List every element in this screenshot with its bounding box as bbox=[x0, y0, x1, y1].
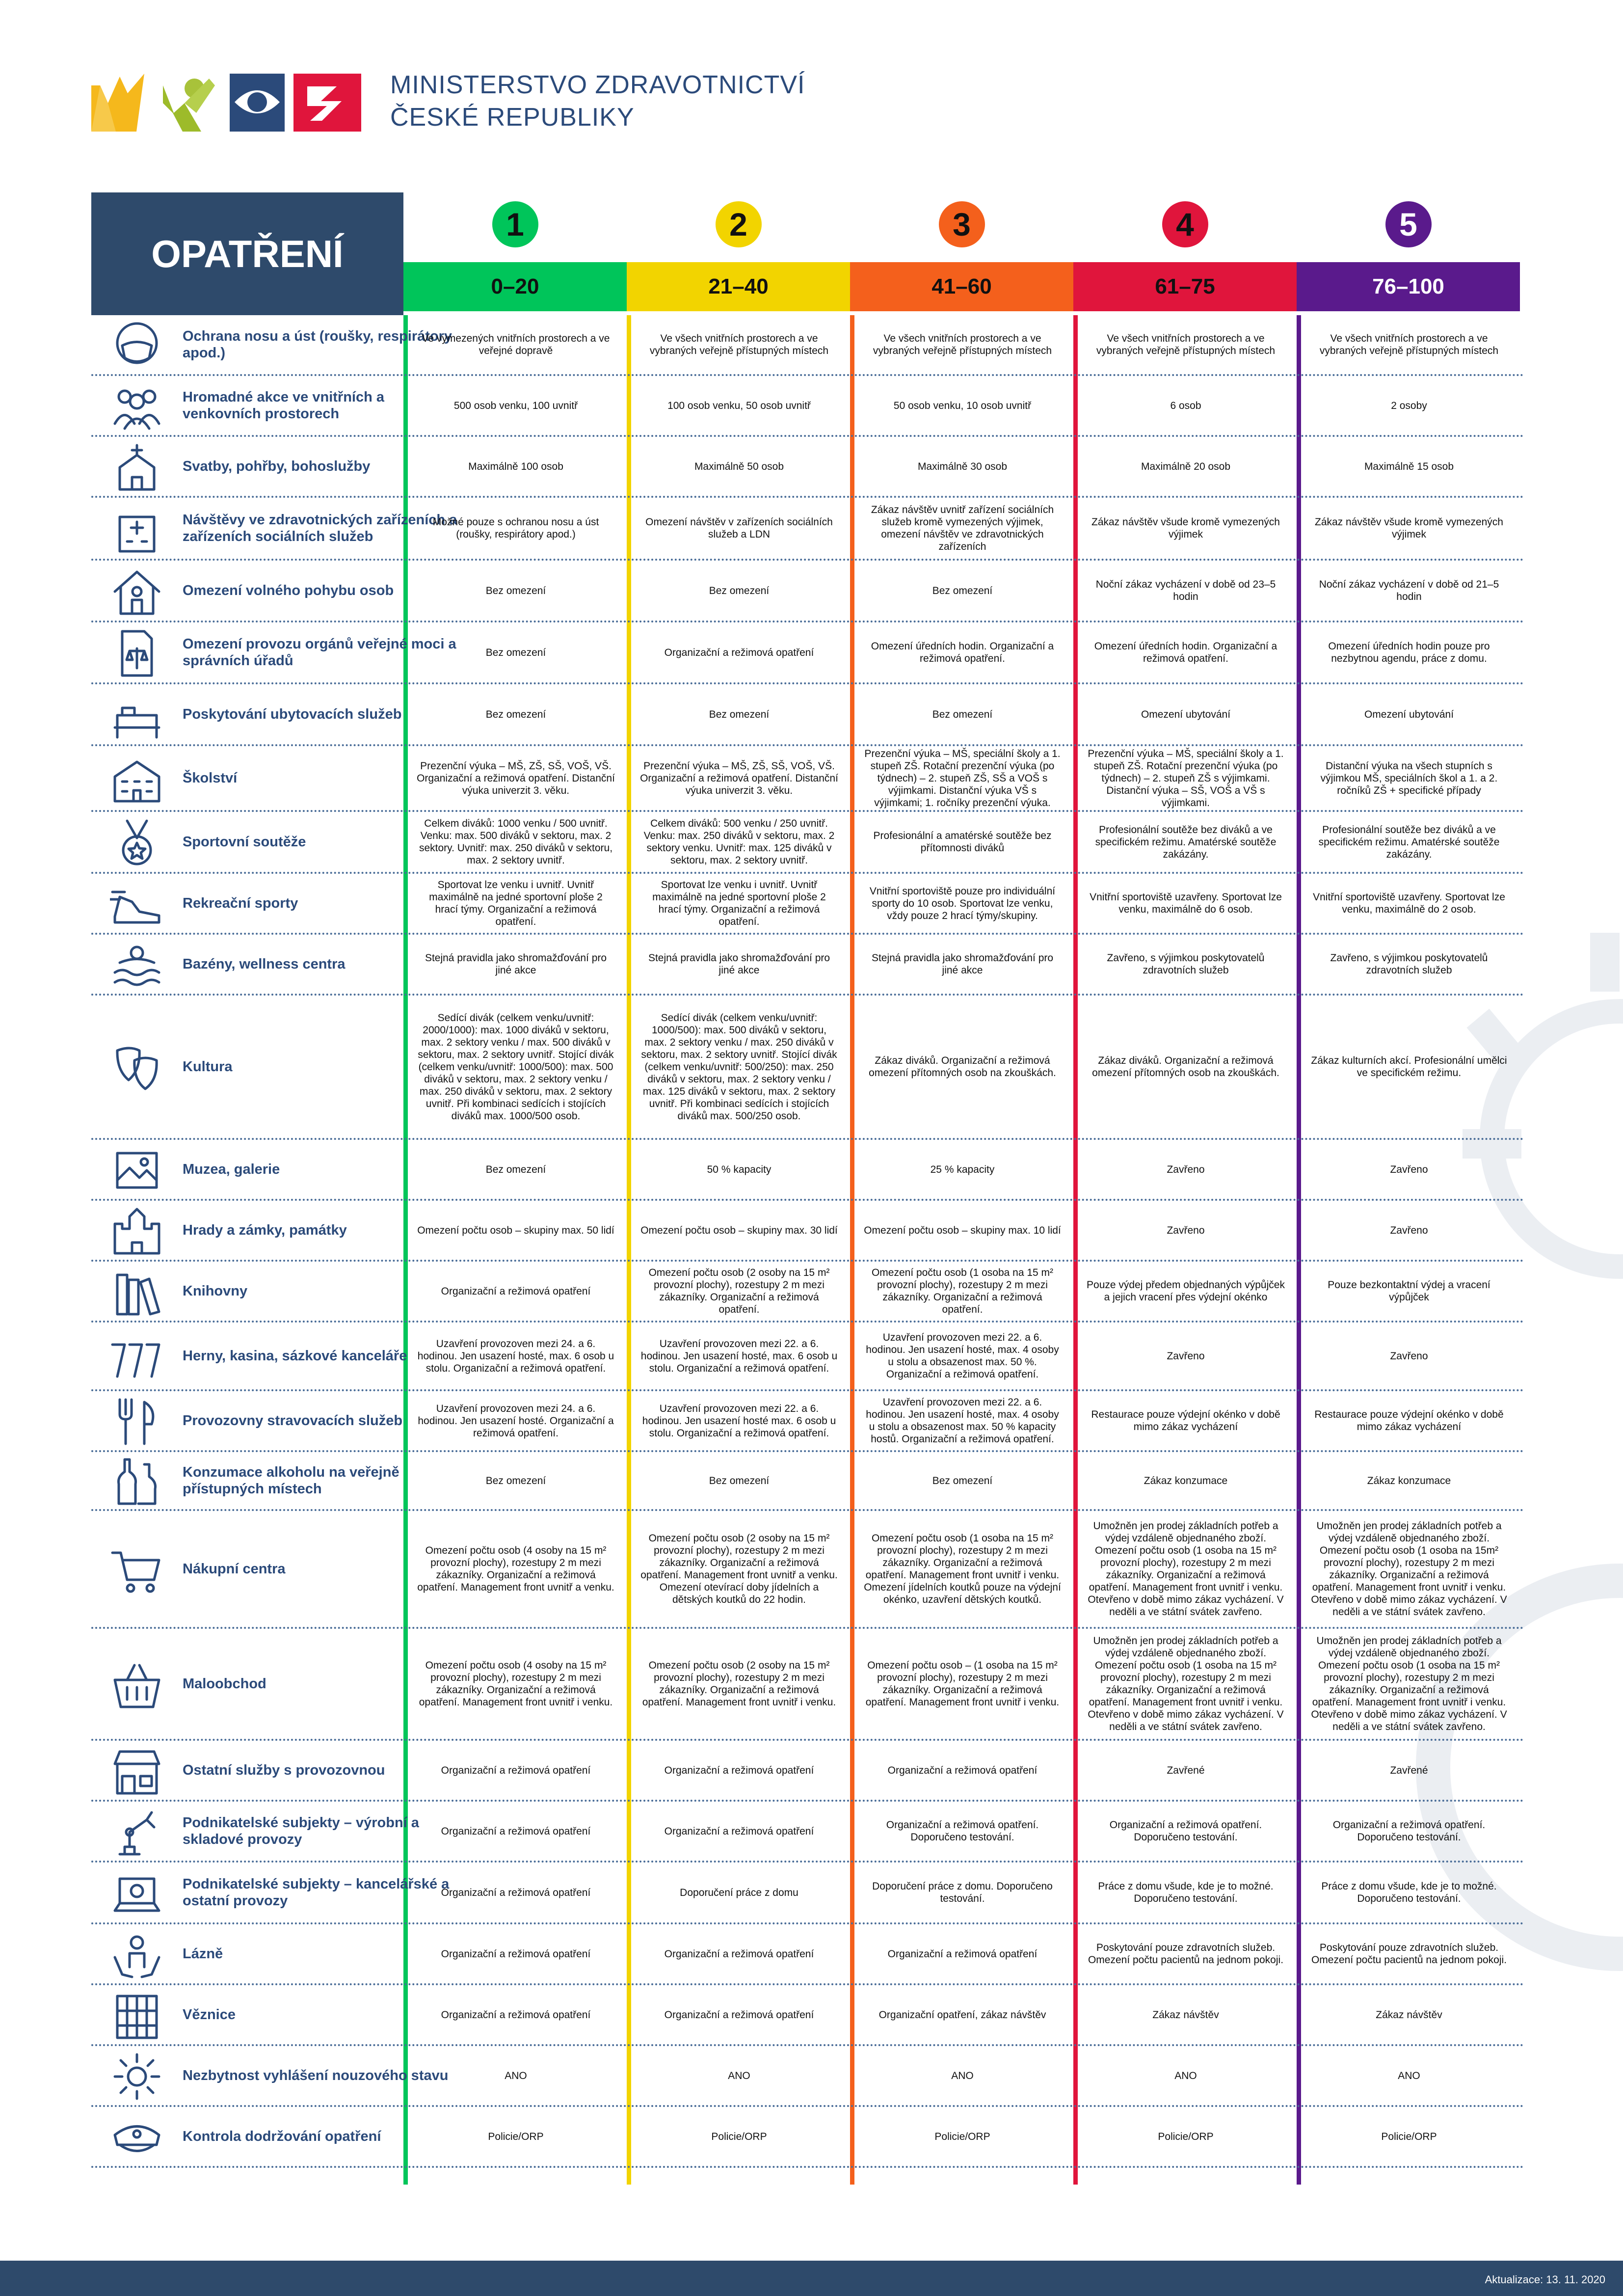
level-2-cell: 50 % kapacity bbox=[707, 1163, 772, 1175]
level-2-cell: 100 osob venku, 50 osob uvnitř bbox=[667, 400, 811, 411]
level-4-cell: Noční zákaz vycházení v době od 23–5 hodin bbox=[1095, 579, 1276, 602]
level-number-badge: 3 bbox=[939, 201, 985, 247]
measure-label: Podnikatelské subjekty – výrobní a skladové provozy bbox=[183, 1815, 419, 1847]
level-3-cell: Organizační opatření, zákaz návštěv bbox=[878, 2009, 1046, 2021]
level-2-cell: Bez omezení bbox=[709, 708, 770, 720]
level-4-cell: Restaurace pouze výdejní okénko v době mimo zákaz vycházení bbox=[1091, 1409, 1280, 1432]
level-2-cell: Prezenční výuka – MŠ, ZŠ, SŠ, VOŠ, VŠ. Organizační a režimová opatření. Distanční výuka univerzit 3. věku. bbox=[640, 760, 838, 796]
table-row bbox=[91, 746, 1524, 812]
level-1-cell: Uzavření provozoven mezi 24. a 6. hodinou. Jen usazení hosté. Organizační a režimová opatření. bbox=[418, 1403, 614, 1439]
table-row bbox=[91, 1629, 1524, 1741]
level-2-cell: Bez omezení bbox=[709, 585, 770, 596]
level-2-cell: Omezení návštěv v zařízeních sociálních služeb a LDN bbox=[645, 516, 833, 540]
table-row bbox=[91, 1741, 1524, 1802]
level-3-cell: Omezení počtu osob – skupiny max. 10 lidí bbox=[864, 1224, 1061, 1236]
level-3-cell: Uzavření provozoven mezi 22. a 6. hodinou. Jen usazení hosté, max. 4 osoby u stolu a obsazenost max. 50 % kapacity hostů. Organizační a režimová opatření. bbox=[866, 1397, 1059, 1445]
level-2-cell: Maximálně 50 osob bbox=[694, 460, 784, 472]
measure-label: Lázně bbox=[183, 1946, 223, 1962]
level-3-cell: Maximálně 30 osob bbox=[917, 460, 1008, 472]
level-5-cell: ANO bbox=[1398, 2070, 1420, 2081]
level-3-cell: Bez omezení bbox=[932, 1475, 993, 1486]
level-3-cell: Bez omezení bbox=[932, 585, 993, 596]
measure-label: Maloobchod bbox=[183, 1676, 266, 1692]
level-3-cell: Organizační a režimová opatření bbox=[887, 1948, 1038, 1960]
storefront-icon bbox=[110, 1744, 164, 1798]
measure-label: Omezení provozu orgánů veřejné moci a správních úřadů bbox=[183, 636, 456, 669]
prison-bars-icon bbox=[110, 1989, 164, 2043]
level-2-cell: Uzavření provozoven mezi 22. a 6. hodinou. Jen usazení hosté, max. 6 osob u stolu. Organizační a režimová opatření. bbox=[640, 1338, 838, 1374]
measure-label: Ostatní služby s provozovnou bbox=[183, 1762, 385, 1778]
level-5-cell: Organizační a režimová opatření. Doporučeno testování. bbox=[1332, 1819, 1486, 1843]
justice-document-icon bbox=[110, 626, 164, 680]
level-1-cell: Bez omezení bbox=[485, 1163, 546, 1175]
measure-label: Podnikatelské subjekty – kancelářské a ostatní provozy bbox=[183, 1876, 450, 1909]
measure-label: Herny, kasina, sázkové kanceláře bbox=[183, 1348, 407, 1364]
level-4-cell: Ve všech vnitřních prostorech a ve vybraných veřejně přístupných místech bbox=[1096, 333, 1276, 356]
table-row bbox=[91, 1262, 1524, 1323]
level-5-cell: Zavřeno bbox=[1390, 1350, 1428, 1362]
level-5-cell: Distanční výuka na všech stupních s výjimkou MŠ, speciálních škol a 1. a 2. ročníků ZŠ + specifické případy bbox=[1320, 760, 1498, 796]
measure-label: Konzumace alkoholu na veřejně přístupných místech bbox=[183, 1464, 399, 1497]
level-5-cell: Omezení ubytování bbox=[1364, 708, 1454, 720]
level-2-cell: Stejná pravidla jako shromažďování pro jiné akce bbox=[648, 952, 830, 976]
level-4-cell: Zavřeno, s výjimkou poskytovatelů zdravotních služeb bbox=[1107, 952, 1265, 976]
level-5-cell: Zákaz kulturních akcí. Profesionální umělci ve specifickém režimu. bbox=[1311, 1055, 1507, 1079]
level-5-cell: Maximálně 15 osob bbox=[1364, 460, 1454, 472]
level-2-cell: Celkem diváků: 500 venku / 250 uvnitř. Venku: max. 250 diváků v sektoru, max. 2 sektory venku. Uvnitř: max. 125 diváků v sektoru, max. 2 sektory uvnitř. bbox=[643, 818, 835, 866]
table-row bbox=[91, 498, 1524, 561]
level-3-cell: ANO bbox=[951, 2070, 974, 2081]
table-row bbox=[91, 376, 1524, 437]
level-2-cell: Bez omezení bbox=[709, 1475, 770, 1486]
level-2-cell: ANO bbox=[728, 2070, 750, 2081]
level-2-cell: Sportovat lze venku i uvnitř. Uvnitř maximálně na jedné sportovní ploše 2 hrací týmy. Organizační a režimová opatření. bbox=[652, 879, 826, 927]
measure-label: Knihovny bbox=[183, 1283, 248, 1299]
level-4-cell: Zavřené bbox=[1167, 1764, 1205, 1776]
level-3-cell: Bez omezení bbox=[932, 708, 993, 720]
running-shoe-icon bbox=[110, 877, 164, 931]
emergency-alert-icon bbox=[110, 2050, 164, 2104]
measure-label: Bazény, wellness centra bbox=[183, 956, 346, 972]
measure-label: Svatby, pohřby, bohoslužby bbox=[183, 459, 371, 474]
crowd-icon bbox=[110, 379, 164, 433]
measure-label: Školství bbox=[183, 770, 238, 786]
level-5-cell: Vnitřní sportoviště uzavřeny. Sportovat lze venku, maximálně do 2 osob. bbox=[1313, 891, 1505, 915]
table-row bbox=[91, 2046, 1524, 2107]
level-score-range: 61–75 bbox=[1073, 262, 1297, 311]
church-icon bbox=[110, 440, 164, 494]
level-3-cell: 25 % kapacity bbox=[930, 1163, 995, 1175]
level-4-cell: Profesionální soutěže bez diváků a ve specifickém režimu. Amatérské soutěže zakázány. bbox=[1095, 824, 1277, 860]
level-4-cell: Umožněn jen prodej základních potřeb a výdej vzdáleně objednaného zboží. Omezení počtu osob (1 osoba na 15 m² provozní plochy), rozestupy 2 m mezi zákazníky. Organizační a režimová opatření. Management front uvnitř i venku. Otevřeno v době mimo zákaz vycházení. V neděli a ve státní svátek zavřeno. bbox=[1088, 1635, 1284, 1732]
level-3-cell: Prezenční výuka – MŠ, speciální školy a 1. stupeň ZŠ. Rotační prezenční výuka (po týdnech) – 2. stupeň ZŠ, SŠ a VOŠ s výjimkami. Distanční výuka VŠ s výjimkami; 1. ročníky prezenční výuka. bbox=[864, 748, 1061, 809]
robot-arm-icon bbox=[110, 1805, 164, 1859]
level-1-cell: Celkem diváků: 1000 venku / 500 uvnitř. Venku: max. 500 diváků v sektoru, max. 2 sektory. Uvnitř: max. 250 diváků v sektoru, max. 2 sektory uvnitř. bbox=[419, 818, 613, 866]
level-5-cell: 2 osoby bbox=[1391, 400, 1427, 411]
ministry-name-line1: MINISTERSTVO ZDRAVOTNICTVÍ bbox=[390, 71, 805, 99]
measure-label: Věznice bbox=[183, 2007, 236, 2023]
alert-level-1 bbox=[403, 192, 627, 315]
table-row bbox=[91, 315, 1524, 376]
level-1-cell: Organizační a režimová opatření bbox=[441, 1948, 591, 1960]
level-1-cell: Organizační a režimová opatření bbox=[441, 1285, 591, 1297]
level-3-cell: Stejná pravidla jako shromažďování pro jiné akce bbox=[871, 952, 1054, 976]
level-5-cell: Zavřené bbox=[1390, 1764, 1428, 1776]
bed-icon bbox=[110, 688, 164, 742]
level-1-cell: Maximálně 100 osob bbox=[468, 460, 563, 472]
level-1-cell: Prezenční výuka – MŠ, ZŠ, SŠ, VOŠ, VŠ. Organizační a režimová opatření. Distanční výuka univerzit 3. věku. bbox=[417, 760, 615, 796]
level-3-cell: Uzavření provozoven mezi 22. a 6. hodinou. Jen usazení hosté, max. 4 osoby u stolu a obsazenost max. 50 %. Organizační a režimová opatření. bbox=[866, 1332, 1059, 1380]
alert-level-2 bbox=[627, 192, 850, 315]
level-3-cell: Omezení počtu osob (1 osoba na 15 m² provozní plochy), rozestupy 2 m mezi zákazníky. Organizační a režimová opatření. Management front uvnitř i venku. Omezení jídelních koutků pouze na výdejní okénko, uzavření dětských koutků. bbox=[864, 1533, 1061, 1605]
table-row bbox=[91, 935, 1524, 996]
level-1-cell: Omezení počtu osob – skupiny max. 50 lidí bbox=[417, 1224, 614, 1236]
level-1-cell: Policie/ORP bbox=[488, 2131, 544, 2142]
level-5-cell: Zákaz návštěv bbox=[1376, 2009, 1442, 2021]
level-1-cell: Stejná pravidla jako shromažďování pro jiné akce bbox=[425, 952, 607, 976]
level-score-range: 76–100 bbox=[1297, 262, 1520, 311]
face-mask-icon bbox=[110, 319, 164, 373]
table-row bbox=[91, 684, 1524, 746]
shopping-basket-icon bbox=[110, 1658, 164, 1712]
table-row bbox=[91, 1140, 1524, 1201]
measure-label: Nákupní centra bbox=[183, 1561, 286, 1577]
level-4-cell: Policie/ORP bbox=[1158, 2131, 1214, 2142]
level-4-cell: Zavřeno bbox=[1167, 1350, 1205, 1362]
level-5-cell: Restaurace pouze výdejní okénko v době mimo zákaz vycházení bbox=[1314, 1409, 1504, 1432]
level-1-cell: 500 osob venku, 100 uvnitř bbox=[453, 400, 578, 411]
table-row bbox=[91, 1391, 1524, 1452]
level-1-cell: Ve vymezených vnitřních prostorech a ve veřejné dopravě bbox=[422, 333, 610, 356]
level-1-cell: Bez omezení bbox=[485, 708, 546, 720]
level-4-cell: Zákaz návštěv bbox=[1152, 2009, 1219, 2021]
shopping-cart-icon bbox=[110, 1543, 164, 1597]
police-cap-icon bbox=[110, 2110, 164, 2164]
level-5-cell: Zavřeno bbox=[1390, 1163, 1428, 1175]
level-3-cell: Ve všech vnitřních prostorech a ve vybraných veřejně přístupných místech bbox=[873, 333, 1052, 356]
table-row bbox=[91, 874, 1524, 935]
table-row bbox=[91, 812, 1524, 874]
level-2-cell: Organizační a režimová opatření bbox=[664, 1948, 814, 1960]
level-5-cell: Zákaz konzumace bbox=[1367, 1475, 1451, 1486]
level-score-range: 0–20 bbox=[403, 262, 627, 311]
bottles-icon bbox=[110, 1455, 164, 1509]
table-row bbox=[91, 1452, 1524, 1511]
level-1-cell: ANO bbox=[505, 2070, 527, 2081]
level-2-cell: Ve všech vnitřních prostorech a ve vybraných veřejně přístupných místech bbox=[649, 333, 829, 356]
level-4-cell: Organizační a režimová opatření. Doporučeno testování. bbox=[1109, 1819, 1262, 1843]
measure-label: Kontrola dodržování opatření bbox=[183, 2129, 381, 2144]
measure-label: Sportovní soutěže bbox=[183, 834, 306, 850]
level-4-cell: Zavřeno bbox=[1167, 1224, 1205, 1236]
level-5-cell: Práce z domu všude, kde je to možné. Doporučeno testování. bbox=[1321, 1881, 1497, 1904]
level-number-badge: 4 bbox=[1162, 201, 1208, 247]
alert-level-5 bbox=[1297, 192, 1520, 315]
level-2-cell: Organizační a režimová opatření bbox=[664, 647, 814, 658]
level-1-cell: Sedící divák (celkem venku/uvnitř: 2000/1000): max. 1000 diváků v sektoru, max. 2 sektory venku / max. 500 diváků v sektoru, max. 2 sektory uvnitř. Stojící divák (celkem venku/uvnitř: 1000/500): max. 500 diváků v sektoru, max. 2 sektory venku / max. 250 diváků v sektoru, max. 2 sektory uvnitř. Při kombinaci sedících i stojících diváků max. 1000/500 osob. bbox=[418, 1012, 614, 1122]
table-row bbox=[91, 1201, 1524, 1262]
medal-icon bbox=[110, 816, 164, 870]
level-4-cell: Umožněn jen prodej základních potřeb a výdej vzdáleně objednaného zboží. Omezení počtu osob (1 osoba na 15 m² provozní plochy), rozestupy 2 m mezi zákazníky. Organizační a režimová opatření. Management front uvnitř i venku. Otevřeno v době mimo zákaz vycházení. V neděli a ve státní svátek zavřeno. bbox=[1088, 1520, 1284, 1618]
level-5-cell: Umožněn jen prodej základních potřeb a výdej vzdáleně objednaného zboží. Omezení počtu osob (1 osoba na 15m² provozní plochy), rozestupy 2 m mezi zákazníky. Organizační a režimová opatření. Management front uvnitř i venku. Otevřeno v době mimo zákaz vycházení. V neděli a ve státní svátek zavřeno. bbox=[1311, 1520, 1507, 1618]
level-4-cell: Zavřeno bbox=[1167, 1163, 1205, 1175]
measure-label: Ochrana nosu a úst (roušky, respirátory apod.) bbox=[183, 328, 452, 361]
level-4-cell: Pouze výdej předem objednaných výpůjček a jejich vracení přes výdejní okénko bbox=[1087, 1279, 1285, 1303]
level-5-cell: Zavřeno bbox=[1390, 1224, 1428, 1236]
level-1-cell: Uzavření provozoven mezi 24. a 6. hodinou. Jen usazení hosté, max. 6 osob u stolu. Organizační a režimová opatření. bbox=[417, 1338, 614, 1374]
level-5-cell: Zákaz návštěv všude kromě vymezených výjimek bbox=[1315, 516, 1503, 540]
level-number-badge: 5 bbox=[1385, 201, 1432, 247]
ministry-name-line2: ČESKÉ REPUBLIKY bbox=[390, 103, 635, 132]
hands-person-icon bbox=[110, 1928, 164, 1982]
level-1-cell: Bez omezení bbox=[485, 647, 546, 658]
level-3-cell: Vnitřní sportoviště pouze pro individuální sporty do 10 osob. Sportovat lze venku, vždy pouze 2 hrací týmy/skupiny. bbox=[869, 885, 1056, 921]
table-row bbox=[91, 1863, 1524, 1924]
level-2-cell: Omezení počtu osob (2 osoby na 15 m² provozní plochy), rozestupy 2 m mezi zákazníky. Organizační a režimová opatření. Management front uvnitř a venku. Omezení otevírací doby jídelních a dětských koutků do 22 hodin. bbox=[640, 1533, 838, 1605]
person-house-icon bbox=[110, 565, 164, 619]
footer-bar bbox=[0, 2261, 1623, 2296]
level-1-cell: Organizační a režimová opatření bbox=[441, 1764, 591, 1776]
measure-label: Rekreační sporty bbox=[183, 895, 298, 911]
level-3-cell: Omezení počtu osob (1 osoba na 15 m² provozní plochy), rozestupy 2 m mezi zákazníky. Organizační a režimová opatření. bbox=[871, 1267, 1054, 1315]
table-row bbox=[91, 996, 1524, 1140]
level-5-cell: Poskytování pouze zdravotních služeb. Omezení počtu pacientů na jednom pokoji. bbox=[1311, 1942, 1507, 1966]
level-5-cell: Policie/ORP bbox=[1381, 2131, 1437, 2142]
measure-label: Omezení volného pohybu osob bbox=[183, 583, 394, 598]
level-2-cell: Organizační a režimová opatření bbox=[664, 1825, 814, 1837]
table-row bbox=[91, 437, 1524, 498]
level-3-cell: Policie/ORP bbox=[934, 2131, 990, 2142]
level-4-cell: Zákaz návštěv všude kromě vymezených výjimek bbox=[1091, 516, 1280, 540]
level-4-cell: Zákaz diváků. Organizační a režimová omezení přítomných osob na zkouškách. bbox=[1092, 1055, 1279, 1079]
level-3-cell: 50 osob venku, 10 osob uvnitř bbox=[893, 400, 1032, 411]
slot-777-icon bbox=[110, 1330, 164, 1384]
measures-header: OPATŘENÍ bbox=[91, 192, 403, 315]
last-updated: Aktualizace: 13. 11. 2020 bbox=[1485, 2273, 1605, 2286]
level-1-cell: Organizační a režimová opatření bbox=[441, 1825, 591, 1837]
theatre-masks-icon bbox=[110, 1041, 164, 1095]
measure-label: Muzea, galerie bbox=[183, 1162, 280, 1177]
table-row bbox=[91, 1985, 1524, 2046]
ministry-logo bbox=[91, 74, 361, 132]
level-2-cell: Omezení počtu osob – skupiny max. 30 lidí bbox=[640, 1224, 838, 1236]
level-4-cell: Maximálně 20 osob bbox=[1141, 460, 1231, 472]
level-3-cell: Omezení počtu osob – (1 osoba na 15 m² provozní plochy), rozestupy 2 m mezi zákazníky. Organizační a režimová opatření. Management front uvnitř i venku. bbox=[865, 1660, 1060, 1708]
table-row bbox=[91, 1511, 1524, 1629]
level-1-cell: Sportovat lze venku i uvnitř. Uvnitř maximálně na jedné sportovní ploše 2 hrací týmy. Organizační a režimová opatření. bbox=[429, 879, 603, 927]
measure-label: Návštěvy ve zdravotnických zařízeních a zařízeních sociálních služeb bbox=[183, 512, 457, 544]
level-score-range: 21–40 bbox=[627, 262, 850, 311]
level-1-cell: Bez omezení bbox=[485, 585, 546, 596]
level-3-cell: Omezení úředních hodin. Organizační a režimová opatření. bbox=[871, 641, 1054, 664]
level-2-cell: Organizační a režimová opatření bbox=[664, 1764, 814, 1776]
table-row bbox=[91, 1924, 1524, 1985]
level-5-cell: Noční zákaz vycházení v době od 21–5 hodin bbox=[1319, 579, 1499, 602]
table-row bbox=[91, 622, 1524, 684]
level-5-cell: Zavřeno, s výjimkou poskytovatelů zdravotních služeb bbox=[1330, 952, 1488, 976]
books-icon bbox=[110, 1265, 164, 1319]
measure-label: Provozovny stravovacích služeb bbox=[183, 1413, 403, 1429]
level-number-badge: 1 bbox=[492, 201, 538, 247]
castle-icon bbox=[110, 1204, 164, 1258]
level-2-cell: Policie/ORP bbox=[711, 2131, 767, 2142]
level-2-cell: Uzavření provozoven mezi 22. a 6. hodinou. Jen usazení hosté max. 6 osob u stolu. Organizační a režimová opatření. bbox=[642, 1403, 836, 1439]
gallery-icon bbox=[110, 1143, 164, 1197]
table-row bbox=[91, 1802, 1524, 1863]
level-3-cell: Organizační a režimová opatření bbox=[887, 1764, 1038, 1776]
measure-label: Nezbytnost vyhlášení nouzového stavu bbox=[183, 2068, 449, 2083]
level-4-cell: Omezení úředních hodin. Organizační a režimová opatření. bbox=[1094, 641, 1277, 664]
level-3-cell: Organizační a režimová opatření. Doporučeno testování. bbox=[886, 1819, 1039, 1843]
hospital-icon bbox=[110, 502, 164, 556]
fork-knife-icon bbox=[110, 1395, 164, 1449]
level-5-cell: Pouze bezkontaktní výdej a vracení výpůjček bbox=[1328, 1279, 1490, 1303]
school-icon bbox=[110, 752, 164, 806]
level-4-cell: ANO bbox=[1174, 2070, 1197, 2081]
level-4-cell: Práce z domu všude, kde je to možné. Doporučeno testování. bbox=[1098, 1881, 1274, 1904]
level-2-cell: Organizační a režimová opatření bbox=[664, 2009, 814, 2021]
level-2-cell: Doporučení práce z domu bbox=[680, 1887, 798, 1898]
level-1-cell: Organizační a režimová opatření bbox=[441, 2009, 591, 2021]
level-3-cell: Doporučení práce z domu. Doporučeno testování. bbox=[872, 1881, 1053, 1904]
measure-label: Poskytování ubytovacích služeb bbox=[183, 706, 402, 722]
level-2-cell: Omezení počtu osob (2 osoby na 15 m² provozní plochy), rozestupy 2 m mezi zákazníky. Organizační a režimová opatření. Management front uvnitř i venku. bbox=[642, 1660, 836, 1708]
level-5-cell: Profesionální soutěže bez diváků a ve specifickém režimu. Amatérské soutěže zakázány. bbox=[1318, 824, 1500, 860]
level-2-cell: Omezení počtu osob (2 osoby na 15 m² provozní plochy), rozestupy 2 m mezi zákazníky. Organizační a režimová opatření. bbox=[648, 1267, 830, 1315]
level-3-cell: Zákaz diváků. Organizační a režimová omezení přítomných osob na zkouškách. bbox=[869, 1055, 1056, 1079]
alert-level-4 bbox=[1073, 192, 1297, 315]
measure-label: Hrady a zámky, památky bbox=[183, 1222, 347, 1238]
level-5-cell: Umožněn jen prodej základních potřeb a výdej vzdáleně objednaného zboží. Omezení počtu osob (1 osoba na 15 m² provozní plochy), rozestupy 2 m mezi zákazníky. Organizační a režimová opatření. Management front uvnitř i venku. Otevřeno v době mimo zákaz vycházení. V neděli a ve státní svátek zavřeno. bbox=[1311, 1635, 1507, 1732]
level-4-cell: Poskytování pouze zdravotních služeb. Omezení počtu pacientů na jednom pokoji. bbox=[1088, 1942, 1284, 1966]
level-5-cell: Omezení úředních hodin pouze pro nezbytnou agendu, práce z domu. bbox=[1328, 641, 1490, 664]
level-score-range: 41–60 bbox=[850, 262, 1073, 311]
laptop-gear-icon bbox=[110, 1866, 164, 1920]
table-row bbox=[91, 2107, 1524, 2168]
table-row bbox=[91, 561, 1524, 622]
level-number-badge: 2 bbox=[716, 201, 762, 247]
level-3-cell: Zákaz návštěv uvnitř zařízení sociálních služeb kromě vymezených výjimek, omezení návštěv ve zdravotnických zařízeních bbox=[871, 504, 1054, 552]
level-4-cell: Prezenční výuka – MŠ, speciální školy a 1. stupeň ZŠ. Rotační prezenční výuka (po týdnech) – 2. stupeň ZŠ s výjimkami. Distanční výuka – SŠ, VOŠ a VŠ s výjimkami. bbox=[1088, 748, 1284, 809]
level-1-cell: Možné pouze s ochranou nosu a úst (roušky, respirátory apod.) bbox=[432, 516, 599, 540]
measure-label: Kultura bbox=[183, 1059, 233, 1075]
level-1-cell: Bez omezení bbox=[485, 1475, 546, 1486]
measure-label: Hromadné akce ve vnitřních a venkovních prostorech bbox=[183, 389, 384, 422]
level-2-cell: Sedící divák (celkem venku/uvnitř: 1000/500): max. 500 diváků v sektoru, max. 2 sektory venku / max. 250 diváků v sektoru, max. 2 sektory uvnitř. Stojící divák (celkem venku/uvnitř: 500/250): max. 250 diváků v sektoru, max. 2 sektory venku / max. 125 diváků v sektoru, max. 2 sektory uvnitř. Při kombinaci sedících i stojících diváků max. 500/250 osob. bbox=[641, 1012, 837, 1122]
swimming-pool-icon bbox=[110, 938, 164, 992]
level-1-cell: Omezení počtu osob (4 osoby na 15 m² provozní plochy), rozestupy 2 m mezi zákazníky. Organizační a režimová opatření. Management front uvnitř a venku. bbox=[417, 1545, 614, 1593]
level-3-cell: Profesionální a amatérské soutěže bez přítomnosti diváků bbox=[873, 830, 1052, 854]
ministry-name bbox=[390, 69, 805, 134]
level-1-cell: Omezení počtu osob (4 osoby na 15 m² provozní plochy), rozestupy 2 m mezi zákazníky. Organizační a režimová opatření. Management front uvnitř i venku. bbox=[419, 1660, 613, 1708]
level-4-cell: 6 osob bbox=[1170, 400, 1201, 411]
level-4-cell: Omezení ubytování bbox=[1141, 708, 1231, 720]
level-1-cell: Organizační a režimová opatření bbox=[441, 1887, 591, 1898]
table-row bbox=[91, 1323, 1524, 1391]
level-4-cell: Zákaz konzumace bbox=[1144, 1475, 1228, 1486]
level-4-cell: Vnitřní sportoviště uzavřeny. Sportovat lze venku, maximálně do 6 osob. bbox=[1090, 891, 1282, 915]
alert-level-3 bbox=[850, 192, 1073, 315]
level-5-cell: Ve všech vnitřních prostorech a ve vybraných veřejně přístupných místech bbox=[1319, 333, 1499, 356]
